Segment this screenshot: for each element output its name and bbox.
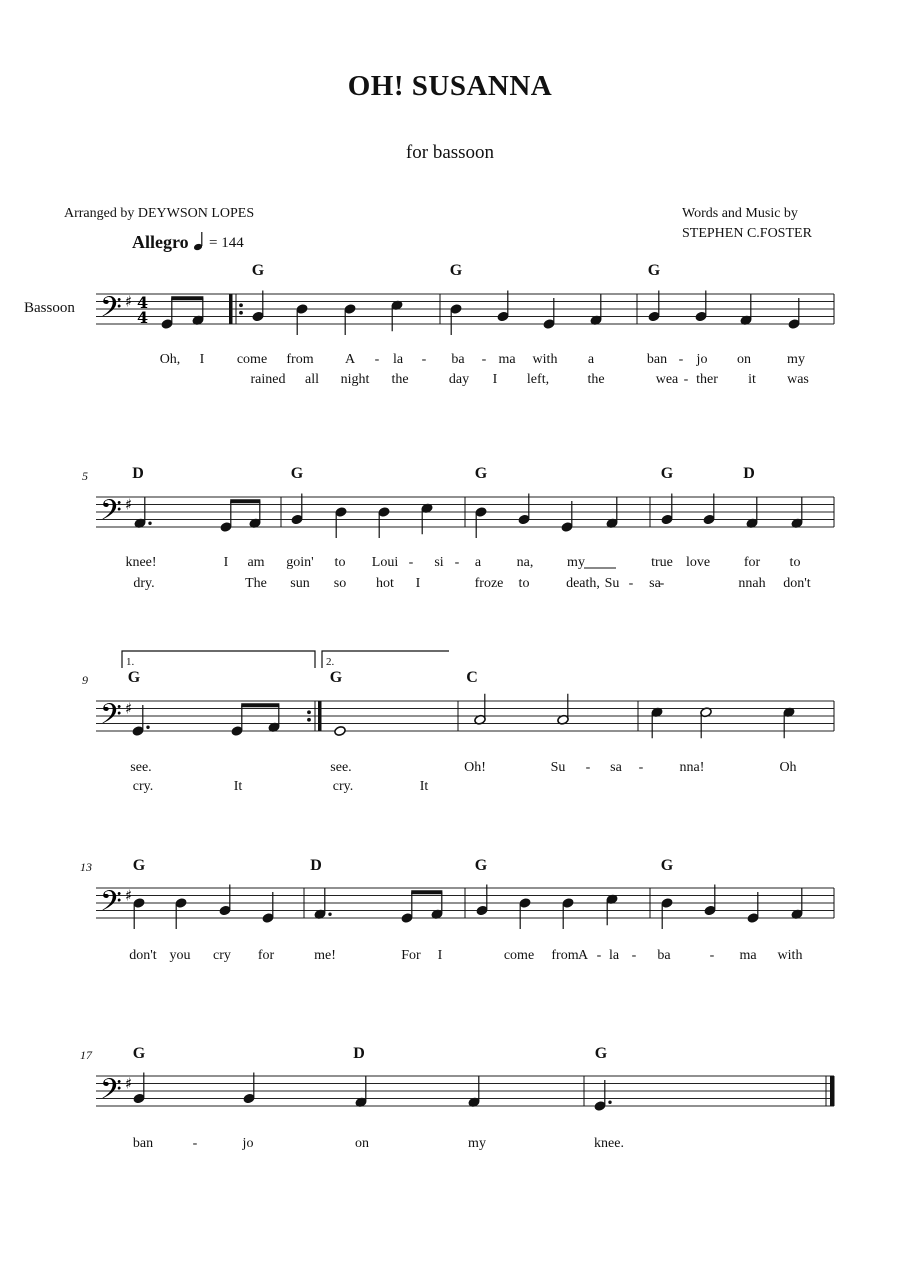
lyric-verse1-syllable: I (223, 555, 229, 570)
lyric-verse1-syllable: my (787, 352, 805, 367)
chord-symbol: D (132, 465, 144, 482)
lyric-verse2-syllable: - (628, 576, 634, 591)
chord-symbol: D (743, 465, 755, 482)
lyric-verse2-syllable: - (683, 372, 689, 387)
lyric-verse1-syllable: For (401, 948, 421, 963)
lyric-verse1-syllable: on (355, 1136, 369, 1151)
lyric-verse1-syllable: ban (132, 1136, 154, 1151)
lyric-verse1-syllable: - (374, 352, 380, 367)
lyric-verse1-syllable: with (777, 948, 803, 963)
lyric-verse2-syllable: It (419, 779, 429, 794)
lyric-verse1-syllable: see. (330, 760, 352, 775)
lyric-verse1-syllable: I (437, 948, 443, 963)
bass-clef-icon: 𝄢 (100, 885, 122, 925)
measure-number: 9 (82, 673, 88, 687)
lyric-verse1-syllable: - (678, 352, 684, 367)
measure-number: 13 (80, 860, 92, 874)
composer-credit-line2: STEPHEN C.FOSTER (682, 226, 812, 241)
time-signature-bottom: 4 (137, 308, 149, 327)
chord-symbol: G (660, 857, 674, 874)
composer-credit-line1: Words and Music by (682, 206, 798, 221)
sharp-icon: ♯ (125, 495, 133, 514)
lyric-verse2-syllable: sa (649, 576, 661, 591)
lyric-verse1-syllable: la (608, 948, 620, 963)
chord-symbol: G (127, 669, 141, 686)
lyric-verse1-syllable: - (638, 760, 644, 775)
lyric-verse1-syllable: Loui (371, 555, 399, 570)
lyric-verse1-syllable: my (468, 1136, 486, 1151)
lyric-verse1-syllable: A (577, 948, 589, 963)
measure-number: 5 (82, 469, 88, 483)
lyric-verse1-syllable: to (789, 555, 801, 570)
lyric-verse1-syllable: me! (314, 948, 336, 963)
lyric-verse1-syllable: come (503, 948, 535, 963)
lyric-verse1-syllable: my (567, 555, 585, 570)
lyric-verse1-syllable: cry (213, 948, 231, 963)
augmentation-dot (148, 522, 151, 525)
volta-bracket-1 (122, 651, 315, 668)
chord-symbol: G (132, 1045, 146, 1062)
repeat-dot (307, 718, 311, 722)
tempo-value: = 144 (209, 235, 244, 251)
notehead (334, 726, 346, 737)
lyric-verse1-syllable: for (743, 555, 761, 570)
lyric-verse1-syllable: ban (646, 352, 668, 367)
chord-symbol: G (449, 262, 463, 279)
lyric-verse1-syllable: knee. (594, 1136, 624, 1151)
lyric-verse1-syllable: - (408, 555, 414, 570)
chord-symbol: G (660, 465, 674, 482)
lyric-verse2-syllable: so (333, 576, 347, 591)
lyric-verse2-syllable: froze (474, 576, 504, 591)
lyric-verse1-syllable: - (596, 948, 602, 963)
sharp-icon: ♯ (125, 1074, 133, 1093)
lyric-verse1-syllable: - (192, 1136, 198, 1151)
lyric-verse2-syllable: sun (290, 576, 310, 591)
chord-symbol: G (251, 262, 265, 279)
bass-clef-icon: 𝄢 (100, 494, 122, 534)
lyric-verse1-syllable: si (434, 555, 444, 570)
lyric-verse1-syllable: sa (610, 760, 622, 775)
lyric-verse1-syllable: - (454, 555, 460, 570)
lyric-verse2-syllable: - (659, 576, 665, 591)
volta-label-1: 1. (126, 656, 135, 668)
lyric-verse1-syllable: ma (498, 352, 516, 367)
lyric-verse1-syllable: - (421, 352, 427, 367)
lyric-verse1-syllable: ba (451, 352, 465, 367)
lyric-verse2-syllable: the (391, 372, 409, 387)
lyric-verse1-syllable: - (709, 948, 715, 963)
lyric-verse1-syllable: Oh (779, 760, 797, 775)
lyric-verse1-syllable: true (651, 555, 673, 570)
time-signature-top: 4 (137, 293, 149, 312)
sharp-icon: ♯ (125, 886, 133, 905)
score-subtitle: for bassoon (405, 142, 495, 163)
lyric-verse1-syllable: on (737, 352, 751, 367)
lyric-verse1-syllable: goin' (286, 555, 314, 570)
repeat-dot (239, 303, 243, 307)
chord-symbol: G (647, 262, 661, 279)
lyric-verse2-syllable: all (305, 372, 319, 387)
bass-clef-icon: 𝄢 (100, 698, 122, 738)
lyric-verse2-syllable: wea (655, 372, 679, 387)
lyric-verse2-syllable: It (233, 779, 243, 794)
lyric-verse2-syllable: I (415, 576, 421, 591)
lyric-verse2-syllable: day (448, 372, 470, 387)
lyric-verse2-syllable: left, (526, 372, 550, 387)
bass-clef-icon: 𝄢 (100, 291, 122, 331)
lyric-verse1-syllable: - (631, 948, 637, 963)
lyric-verse1-syllable: knee! (125, 555, 157, 570)
lyric-verse1-syllable: - (585, 760, 591, 775)
lyric-verse2-syllable: Su (604, 576, 620, 591)
final-barline-thick (830, 1076, 835, 1106)
lyric-verse1-syllable: ba (657, 948, 671, 963)
arranger-credit: Arranged by DEYWSON LOPES (64, 206, 255, 221)
lyric-verse1-syllable: to (334, 555, 346, 570)
chord-symbol: G (132, 857, 146, 874)
score-title: OH! SUSANNA (347, 70, 553, 102)
augmentation-dot (608, 1101, 611, 1104)
chord-symbol: D (310, 857, 322, 874)
chord-symbol: G (290, 465, 304, 482)
lyric-verse1-syllable: A (344, 352, 356, 367)
lyric-verse1-syllable: - (481, 352, 487, 367)
repeat-dot (307, 710, 311, 714)
lyric-verse1-syllable: na, (516, 555, 534, 570)
lyric-verse1-syllable: from (286, 352, 314, 367)
measure-number: 17 (80, 1048, 92, 1062)
repeat-dot (239, 311, 243, 315)
lyric-verse2-syllable: death, (566, 576, 600, 591)
lyric-verse1-syllable: you (169, 948, 191, 963)
lyric-verse2-syllable: cry. (132, 779, 154, 794)
lyric-verse1-syllable: love (685, 555, 711, 570)
lyric-verse1-syllable: from (551, 948, 579, 963)
chord-symbol: D (353, 1045, 365, 1062)
lyric-verse1-syllable: Oh! (464, 760, 486, 775)
lyric-verse1-syllable: am (247, 555, 265, 570)
lyric-verse2-syllable: ther (696, 372, 718, 387)
repeat-barline-thick (229, 294, 233, 324)
repeat-barline-thick (318, 701, 322, 731)
sharp-icon: ♯ (125, 699, 133, 718)
augmentation-dot (328, 913, 331, 916)
chord-symbol: C (466, 669, 478, 686)
lyric-verse2-syllable: cry. (332, 779, 354, 794)
lyric-verse1-syllable: Su (550, 760, 566, 775)
tempo-marking: Allegro (132, 232, 189, 252)
chord-symbol: G (329, 669, 343, 686)
lyric-verse2-syllable: was (787, 372, 809, 387)
lyric-verse1-syllable: come (236, 352, 268, 367)
lyric-verse2-syllable: to (518, 576, 530, 591)
lyric-verse2-syllable: night (340, 372, 370, 387)
bass-clef-icon: 𝄢 (100, 1073, 122, 1113)
lyric-verse2-syllable: dry. (133, 576, 155, 591)
sharp-icon: ♯ (125, 292, 133, 311)
lyric-verse2-syllable: The (245, 576, 267, 591)
lyric-verse2-syllable: I (492, 372, 498, 387)
lyric-verse1-syllable: ma (739, 948, 757, 963)
chord-symbol: G (474, 857, 488, 874)
chord-symbol: G (594, 1045, 608, 1062)
lyric-verse2-syllable: don't (783, 576, 811, 591)
lyric-verse2-syllable: nnah (738, 576, 766, 591)
augmentation-dot (146, 726, 149, 729)
lyric-verse1-syllable: for (257, 948, 275, 963)
lyric-verse2-syllable: rained (250, 372, 286, 387)
volta-label-2: 2. (326, 656, 335, 668)
lyric-verse1-syllable: I (199, 352, 205, 367)
lyric-verse1-syllable: with (532, 352, 558, 367)
lyric-verse1-syllable: jo (242, 1136, 254, 1151)
volta-bracket-2 (322, 651, 449, 668)
lyric-verse1-syllable: la (392, 352, 404, 367)
lyric-verse1-syllable: a (474, 555, 482, 570)
instrument-label: Bassoon (24, 300, 75, 316)
lyric-verse2-syllable: hot (376, 576, 394, 591)
lyric-verse1-syllable: see. (130, 760, 152, 775)
lyric-verse1-syllable: a (587, 352, 595, 367)
lyric-verse1-syllable: don't (129, 948, 157, 963)
chord-symbol: G (474, 465, 488, 482)
lyric-verse1-syllable: jo (696, 352, 708, 367)
lyric-verse1-syllable: nna! (679, 760, 705, 775)
lyric-verse2-syllable: the (587, 372, 605, 387)
lyric-verse1-syllable: Oh, (159, 352, 181, 367)
lyric-verse2-syllable: it (748, 372, 756, 387)
